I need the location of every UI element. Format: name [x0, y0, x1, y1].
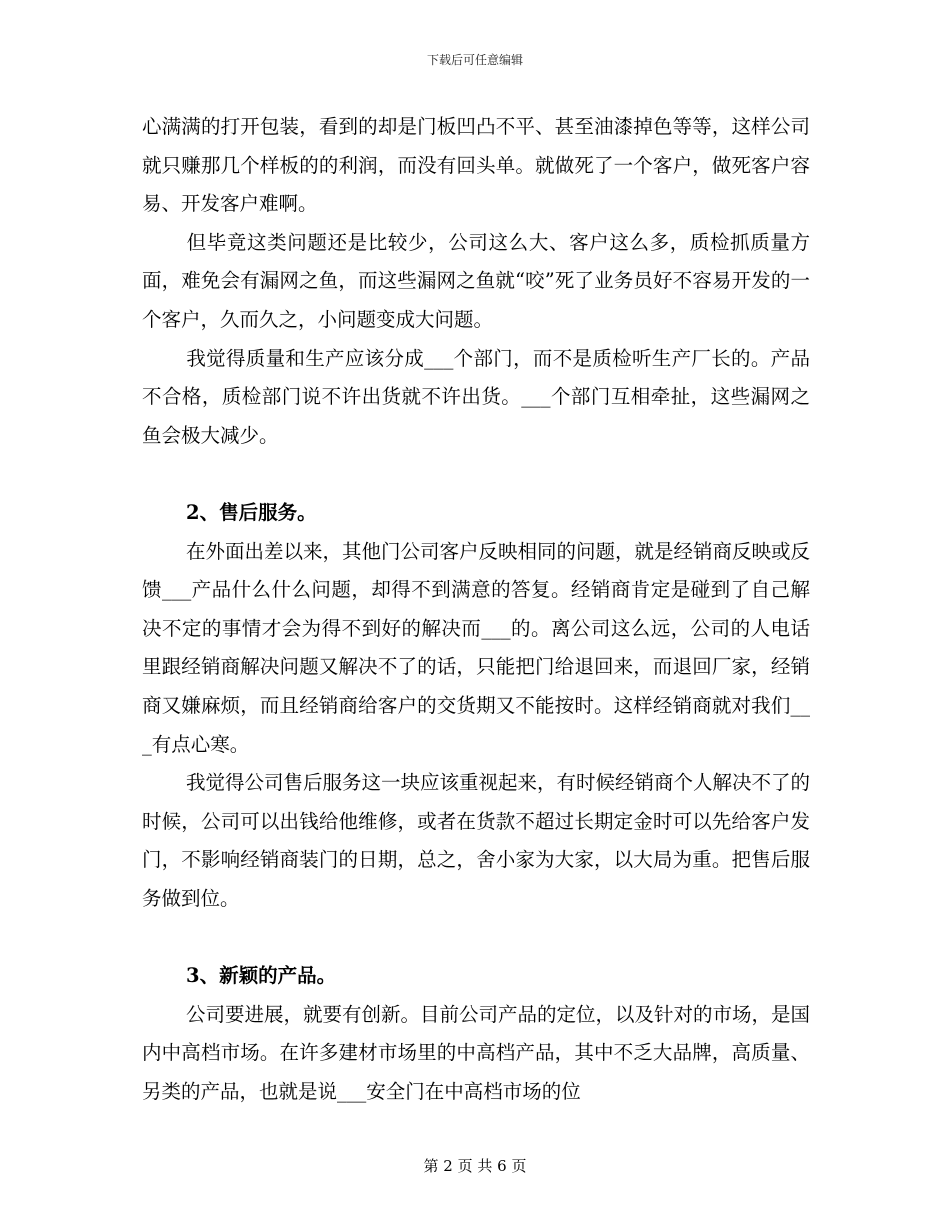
paragraph-text: 在外面出差以来，其他门公司客户反映相同的问题，就是经销商反映或反馈___产品什么什么问题，却得不到满意的答复。经销商肯定是碰到了自己解决不定的事情才会为得不到好的解决而___的。离公司这么远，公司的人电话里跟经销商解决问题又解决不了的话，只能把门给退回来，而退回厂家，经销商又嫌麻烦，而且经销商给客户的交货期又不能按时。这样经销商就对我们___有点心寒。: [142, 539, 811, 756]
page-header: 下载后可任意编辑: [426, 53, 523, 67]
paragraph-spacer: [142, 455, 810, 494]
body-paragraph: [142, 340, 810, 456]
document-body: [142, 108, 810, 1111]
body-paragraph: [142, 224, 810, 340]
body-paragraph: [142, 764, 810, 918]
page-footer: 第 2 页 共 6 页: [423, 1157, 527, 1175]
paragraph-text: 我觉得公司售后服务这一块应该重视起来，有时候经销商个人解决不了的时候，公司可以出钱给他维修，或者在货款不超过长期定金时可以先给客户发门，不影响经销商装门的日期，总之，舍小家为大家，以大局为重。把售后服务做到位。: [142, 771, 811, 910]
body-paragraph: [142, 108, 810, 224]
paragraph-text: 公司要进展，就要有创新。目前公司产品的定位，以及针对的市场，是国内中高档市场。在许多建材市场里的中高档产品，其中不乏大品牌，高质量、另类的产品，也就是说___安全门在中高档市场的位: [142, 1002, 811, 1103]
paragraph-text: 我觉得质量和生产应该分成___个部门，而不是质检听生产厂长的。产品不合格，质检部门说不许出货就不许出货。___个部门互相牵扯，这些漏网之鱼会极大减少。: [142, 346, 810, 447]
paragraph-text: 但毕竟这类问题还是比较少，公司这么大、客户这么多，质检抓质量方面，难免会有漏网之鱼，而这些漏网之鱼就“咬”死了业务员好不容易开发的一个客户，久而久之，小问题变成大问题。: [142, 230, 810, 331]
body-paragraph: [142, 533, 810, 765]
section-heading: 3、新颖的产品。: [186, 964, 337, 988]
paragraph-spacer: [142, 918, 810, 957]
paragraph-text: 心满满的打开包装，看到的却是门板凹凸不平、甚至油漆掉色等等，这样公司就只赚那几个样板的的利润，而没有回头单。就做死了一个客户，做死客户容易、开发客户难啊。: [142, 115, 810, 216]
body-paragraph: [142, 996, 810, 1112]
section-heading: 2、售后服务。: [186, 500, 317, 524]
